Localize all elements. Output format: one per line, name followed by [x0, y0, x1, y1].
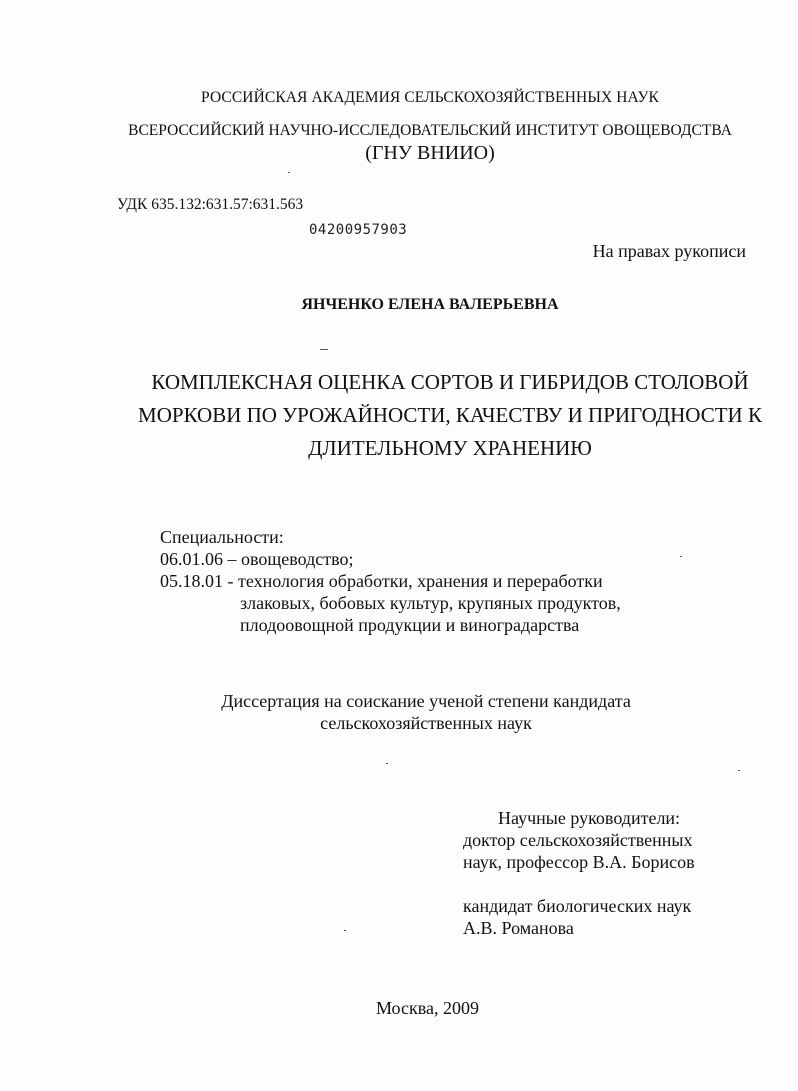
scan-speck	[344, 930, 346, 931]
dissertation-title	[120, 366, 780, 465]
specialties-block	[160, 526, 621, 636]
supervisors-heading: Научные руководители:	[498, 808, 681, 828]
scan-speck	[680, 556, 682, 557]
title-line: ДЛИТЕЛЬНОМУ ХРАНЕНИЮ	[308, 436, 592, 460]
supervisor-line: доктор сельскохозяйственных	[463, 830, 693, 850]
degree-line: сельскохозяйственных наук	[320, 713, 532, 733]
institute-name: ВСЕРОССИЙСКИЙ НАУЧНО-ИССЛЕДОВАТЕЛЬСКИЙ ИНСТИТУТ ОВОЩЕВОДСТВА	[128, 122, 732, 139]
supervisor-line: наук, профессор В.А. Борисов	[463, 852, 695, 872]
supervisors-block	[463, 807, 695, 939]
scan-speck	[386, 763, 388, 764]
manuscript-note: На правах рукописи	[592, 241, 746, 261]
specialty-line: 05.18.01 - технология обработки, хранения и переработки	[160, 571, 603, 591]
supervisor-line: А.В. Романова	[463, 918, 574, 938]
specialty-line: плодоовощной продукции и виноградарства	[240, 615, 580, 635]
stamp-number: 04200957903	[309, 222, 408, 238]
dissertation-degree	[96, 690, 756, 734]
specialties-heading: Специальности:	[160, 527, 284, 547]
institute-abbreviation: (ГНУ ВНИИО)	[365, 142, 495, 164]
spacer	[463, 873, 695, 895]
author-name: ЯНЧЕНКО ЕЛЕНА ВАЛЕРЬЕВНА	[301, 296, 559, 313]
udk-code: УДК 635.132:631.57:631.563	[117, 196, 304, 213]
scan-speck	[320, 349, 328, 350]
city-year: Москва, 2009	[376, 998, 479, 1018]
specialty-line: злаковых, бобовых культур, крупяных продуктов,	[240, 593, 621, 613]
supervisor-line: кандидат биологических наук	[463, 896, 692, 916]
specialty-line: 06.01.06 – овощеводство;	[160, 549, 354, 569]
title-line: КОМПЛЕКСНАЯ ОЦЕНКА СОРТОВ И ГИБРИДОВ СТОЛОВОЙ	[151, 370, 749, 394]
title-line: МОРКОВИ ПО УРОЖАЙНОСТИ, КАЧЕСТВУ И ПРИГОДНОСТИ К	[138, 403, 762, 427]
scan-speck	[738, 770, 740, 771]
degree-line: Диссертация на соискание ученой степени кандидата	[221, 691, 631, 711]
scan-speck	[288, 172, 290, 173]
academy-name: РОССИЙСКАЯ АКАДЕМИЯ СЕЛЬСКОХОЗЯЙСТВЕННЫХ НАУК	[201, 89, 659, 106]
